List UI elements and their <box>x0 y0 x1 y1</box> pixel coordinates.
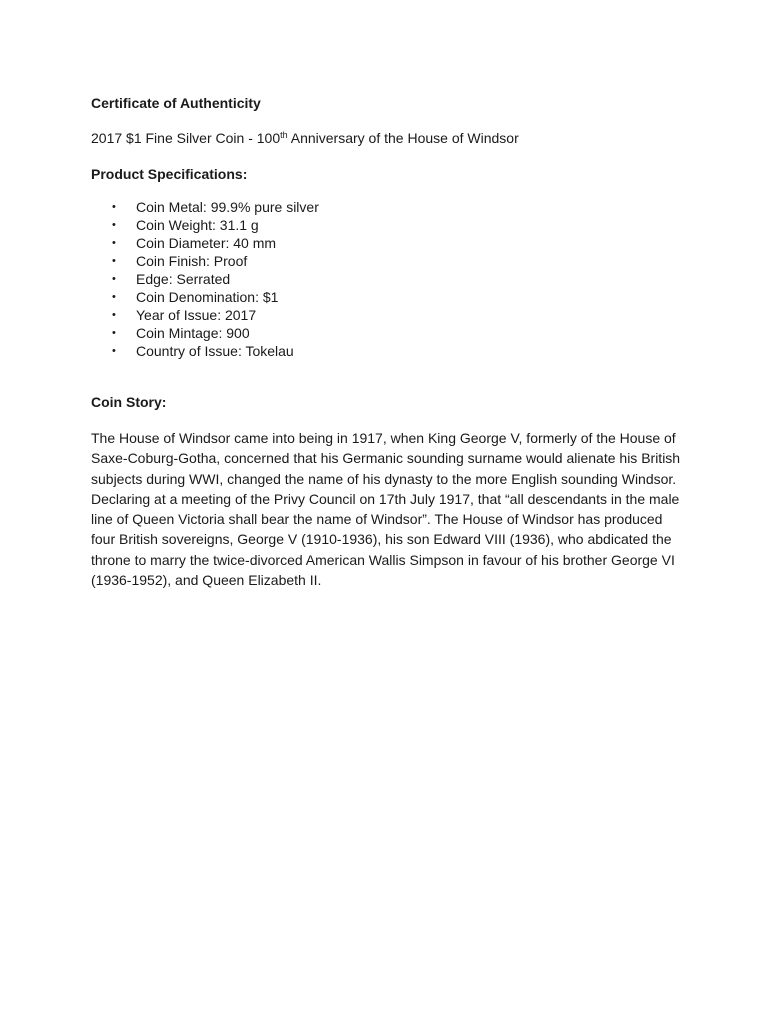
bullet-icon: • <box>112 237 116 249</box>
spec-item-text: Year of Issue: 2017 <box>136 307 257 323</box>
document-page <box>91 94 691 590</box>
spec-item-text: Coin Denomination: $1 <box>136 289 279 305</box>
bullet-icon: • <box>112 309 116 321</box>
spec-item-text: Coin Weight: 31.1 g <box>136 217 259 233</box>
spec-item-text: Edge: Serrated <box>136 271 231 287</box>
spec-item <box>91 252 691 270</box>
spec-item-text: Coin Finish: Proof <box>136 253 248 269</box>
spec-item <box>91 216 691 234</box>
certificate-title: Certificate of Authenticity <box>91 95 261 111</box>
bullet-icon: • <box>112 327 116 339</box>
bullet-icon: • <box>112 291 116 303</box>
coin-title-superscript: th <box>280 130 288 140</box>
story-heading: Coin Story: <box>91 394 167 410</box>
coin-title <box>91 129 691 147</box>
spec-item-text: Coin Metal: 99.9% pure silver <box>136 199 319 215</box>
coin-title-rest: Anniversary of the House of Windsor <box>287 130 519 146</box>
specifications-list <box>91 198 691 360</box>
coin-title-main: 2017 $1 Fine Silver Coin - 100 <box>91 130 281 146</box>
story-paragraph: The House of Windsor came into being in 1917, when King George V, formerly of the House of Saxe-Coburg-Gotha, concerned that his Germanic sounding surname would alienate his British subjects during WWI, changed the name of his dynasty to the more English sounding Windsor. Declaring at a meeting of the Privy Council on 17th July 1917, that “all descendants in the male line of Queen Victoria shall bear the name of Windsor”. The House of Windsor has produced four British sovereigns, George V (1910-1936), his son Edward VIII (1936), who abdicated the throne to marry the twice-divorced American Wallis Simpson in favour of his brother George VI (1936-1952), and Queen Elizabeth II. <box>91 430 681 589</box>
bullet-icon: • <box>112 255 116 267</box>
spec-item <box>91 270 691 288</box>
bullet-icon: • <box>112 219 116 231</box>
spec-item <box>91 342 691 360</box>
spec-item-text: Country of Issue: Tokelau <box>136 343 294 359</box>
spec-item <box>91 234 691 252</box>
bullet-icon: • <box>112 273 116 285</box>
spec-item-text: Coin Mintage: 900 <box>136 325 250 341</box>
specifications-heading: Product Specifications: <box>91 166 248 182</box>
spec-item <box>91 288 691 306</box>
bullet-icon: • <box>112 201 116 213</box>
spec-item-text: Coin Diameter: 40 mm <box>136 235 277 251</box>
bullet-icon: • <box>112 345 116 357</box>
spec-item <box>91 324 691 342</box>
spec-item <box>91 198 691 216</box>
spec-item <box>91 306 691 324</box>
